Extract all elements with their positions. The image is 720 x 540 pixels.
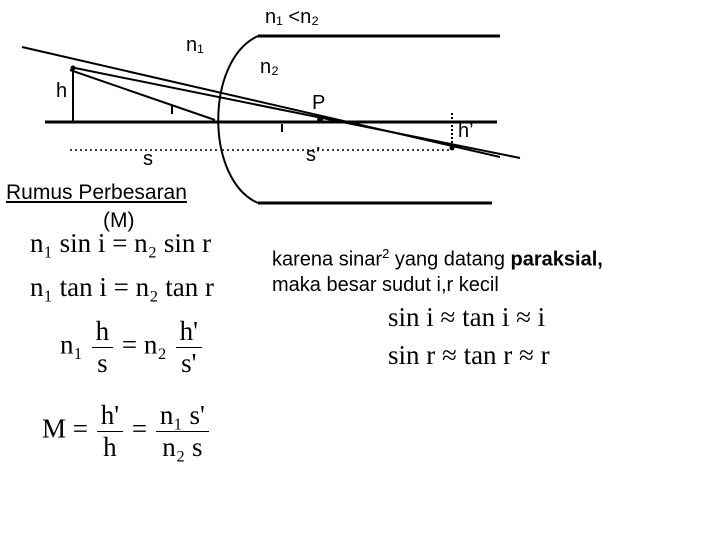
condition-label: n₁ <n₂ (265, 6, 319, 28)
paraxial-explanation: karena sinar$^2$ yang datang paraksial, (272, 246, 603, 271)
object-point (71, 66, 76, 71)
point-p (317, 117, 323, 123)
formula-snell-sin: n₁ sin i = n₂ sin r (30, 228, 212, 258)
approx-sin-r: sin r ≈ tan r ≈ r (388, 340, 550, 370)
object-ray (70, 70, 215, 120)
magnification-heading: Rumus Perbesaran (6, 181, 187, 204)
p-label: P (312, 92, 326, 114)
formula-snell-tan: n₁ tan i = n₂ tan r (30, 272, 215, 302)
formula-magnification: M = $\frac{h'}{h}$ = $\frac{\text{n₁ s'}}{\text{n₂ s}}$ (42, 400, 211, 463)
n2-label: n₂ (260, 56, 279, 78)
s-label: s (143, 148, 153, 170)
image-point (450, 146, 455, 151)
h-prime-label: h’ (458, 120, 474, 142)
curved-surface (218, 36, 258, 203)
magnification-symbol: (M) (103, 209, 135, 232)
refracted-ray (75, 68, 520, 158)
small-angle-explanation: maka besar sudut i,r kecil (272, 274, 499, 296)
approx-sin-i: sin i ≈ tan i ≈ i (388, 302, 546, 332)
s-prime-label: s’ (306, 144, 321, 166)
h-label: h (56, 80, 68, 102)
n1-label: n₁ (186, 34, 204, 56)
formula-h-over-s: n₁ $\frac{h}{s}$ = n₂ $\frac{h'}{s'}$ (60, 316, 204, 379)
